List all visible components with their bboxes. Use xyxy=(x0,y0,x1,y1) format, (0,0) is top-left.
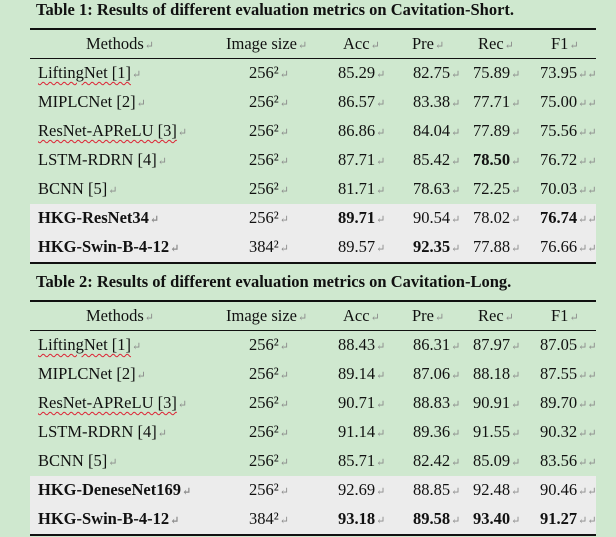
table-row xyxy=(30,233,596,262)
size-cell: 256²↵ xyxy=(249,63,289,82)
header-rec: Rec↵ xyxy=(478,34,514,53)
rec-cell: 77.71↵ xyxy=(473,92,521,111)
f1-cell: 91.27↵↵ xyxy=(540,509,597,528)
size-cell: 256²↵ xyxy=(249,451,289,470)
header-image-size: Image size↵ xyxy=(226,306,308,325)
method-cell: ResNet-APReLU [3]↵ xyxy=(38,121,188,140)
acc-cell: 89.14↵ xyxy=(338,364,386,383)
size-cell: 256²↵ xyxy=(249,335,289,354)
size-cell: 256²↵ xyxy=(249,150,289,169)
table1-caption: Table 1: Results of different evaluation metrics on Cavitation-Short. xyxy=(36,0,515,19)
acc-cell: 85.29↵ xyxy=(338,63,386,82)
f1-cell: 90.32↵↵ xyxy=(540,422,597,441)
table2-caption: Table 2: Results of different evaluation metrics on Cavitation-Long. xyxy=(36,272,512,291)
acc-cell: 89.71↵ xyxy=(338,208,386,227)
size-cell: 256²↵ xyxy=(249,364,289,383)
pre-cell: 85.42↵ xyxy=(413,150,461,169)
rec-cell: 78.02↵ xyxy=(473,208,521,227)
header-methods: Methods↵ xyxy=(86,34,154,53)
rec-cell: 90.91↵ xyxy=(473,393,521,412)
acc-cell: 89.57↵ xyxy=(338,237,386,256)
method-cell: BCNN [5]↵ xyxy=(38,451,118,470)
table-row xyxy=(30,418,596,447)
rec-cell: 72.25↵ xyxy=(473,179,521,198)
f1-cell: 76.66↵↵ xyxy=(540,237,597,256)
f1-cell: 75.56↵↵ xyxy=(540,121,597,140)
pre-cell: 87.06↵ xyxy=(413,364,461,383)
acc-cell: 85.71↵ xyxy=(338,451,386,470)
method-cell: LSTM-RDRN [4]↵ xyxy=(38,422,167,441)
table-row xyxy=(30,117,596,146)
header-acc: Acc↵ xyxy=(343,306,380,325)
acc-cell: 93.18↵ xyxy=(338,509,386,528)
rec-cell: 75.89↵ xyxy=(473,63,521,82)
f1-cell: 73.95↵↵ xyxy=(540,63,597,82)
method-cell: HKG-ResNet34↵ xyxy=(38,208,160,227)
method-cell: LiftingNet [1]↵ xyxy=(38,335,142,354)
pre-cell: 89.58↵ xyxy=(413,509,461,528)
method-cell: MIPLCNet [2]↵ xyxy=(38,364,146,383)
table-row xyxy=(30,476,596,505)
table1-header-row xyxy=(30,30,596,59)
size-cell: 384²↵ xyxy=(249,509,289,528)
table-row xyxy=(30,389,596,418)
rec-cell: 78.50↵ xyxy=(473,150,521,169)
rec-cell: 87.97↵ xyxy=(473,335,521,354)
f1-cell: 75.00↵↵ xyxy=(540,92,597,111)
pre-cell: 78.63↵ xyxy=(413,179,461,198)
pre-cell: 86.31↵ xyxy=(413,335,461,354)
rec-cell: 92.48↵ xyxy=(473,480,521,499)
table-row xyxy=(30,146,596,175)
pre-cell: 82.42↵ xyxy=(413,451,461,470)
acc-cell: 81.71↵ xyxy=(338,179,386,198)
f1-cell: 70.03↵↵ xyxy=(540,179,597,198)
method-cell: BCNN [5]↵ xyxy=(38,179,118,198)
method-cell: HKG-Swin-B-4-12↵ xyxy=(38,237,180,256)
method-cell: HKG-Swin-B-4-12↵ xyxy=(38,509,180,528)
f1-cell: 87.55↵↵ xyxy=(540,364,597,383)
size-cell: 256²↵ xyxy=(249,480,289,499)
pre-cell: 89.36↵ xyxy=(413,422,461,441)
header-pre: Pre↵ xyxy=(412,34,445,53)
size-cell: 256²↵ xyxy=(249,179,289,198)
f1-cell: 89.70↵↵ xyxy=(540,393,597,412)
table-row xyxy=(30,360,596,389)
pre-cell: 88.83↵ xyxy=(413,393,461,412)
method-cell: HKG-DeneseNet169↵ xyxy=(38,480,192,499)
table-row xyxy=(30,447,596,476)
rec-cell: 88.18↵ xyxy=(473,364,521,383)
acc-cell: 92.69↵ xyxy=(338,480,386,499)
table1 xyxy=(30,28,596,264)
f1-cell: 83.56↵↵ xyxy=(540,451,597,470)
acc-cell: 87.71↵ xyxy=(338,150,386,169)
pre-cell: 88.85↵ xyxy=(413,480,461,499)
size-cell: 256²↵ xyxy=(249,393,289,412)
size-cell: 256²↵ xyxy=(249,121,289,140)
pre-cell: 90.54↵ xyxy=(413,208,461,227)
acc-cell: 88.43↵ xyxy=(338,335,386,354)
table-row xyxy=(30,88,596,117)
size-cell: 384²↵ xyxy=(249,237,289,256)
size-cell: 256²↵ xyxy=(249,422,289,441)
header-methods: Methods↵ xyxy=(86,306,154,325)
pre-cell: 83.38↵ xyxy=(413,92,461,111)
table2 xyxy=(30,300,596,536)
size-cell: 256²↵ xyxy=(249,92,289,111)
f1-cell: 76.72↵↵ xyxy=(540,150,597,169)
acc-cell: 86.57↵ xyxy=(338,92,386,111)
table-row xyxy=(30,175,596,204)
method-cell: LiftingNet [1]↵ xyxy=(38,63,142,82)
rec-cell: 85.09↵ xyxy=(473,451,521,470)
header-f1: F1↵ xyxy=(551,306,579,325)
f1-cell: 87.05↵↵ xyxy=(540,335,597,354)
acc-cell: 90.71↵ xyxy=(338,393,386,412)
method-cell: ResNet-APReLU [3]↵ xyxy=(38,393,188,412)
rec-cell: 91.55↵ xyxy=(473,422,521,441)
table-row xyxy=(30,204,596,233)
rec-cell: 77.89↵ xyxy=(473,121,521,140)
table-row xyxy=(30,59,596,88)
header-acc: Acc↵ xyxy=(343,34,380,53)
header-image-size: Image size↵ xyxy=(226,34,308,53)
pre-cell: 92.35↵ xyxy=(413,237,461,256)
rec-cell: 93.40↵ xyxy=(473,509,521,528)
method-cell: LSTM-RDRN [4]↵ xyxy=(38,150,167,169)
size-cell: 256²↵ xyxy=(249,208,289,227)
acc-cell: 86.86↵ xyxy=(338,121,386,140)
header-f1: F1↵ xyxy=(551,34,579,53)
f1-cell: 90.46↵↵ xyxy=(540,480,597,499)
table-row xyxy=(30,331,596,360)
header-pre: Pre↵ xyxy=(412,306,445,325)
table2-header-row xyxy=(30,302,596,331)
pre-cell: 84.04↵ xyxy=(413,121,461,140)
method-cell: MIPLCNet [2]↵ xyxy=(38,92,146,111)
rec-cell: 77.88↵ xyxy=(473,237,521,256)
pre-cell: 82.75↵ xyxy=(413,63,461,82)
header-rec: Rec↵ xyxy=(478,306,514,325)
f1-cell: 76.74↵↵ xyxy=(540,208,597,227)
acc-cell: 91.14↵ xyxy=(338,422,386,441)
table-row xyxy=(30,505,596,534)
